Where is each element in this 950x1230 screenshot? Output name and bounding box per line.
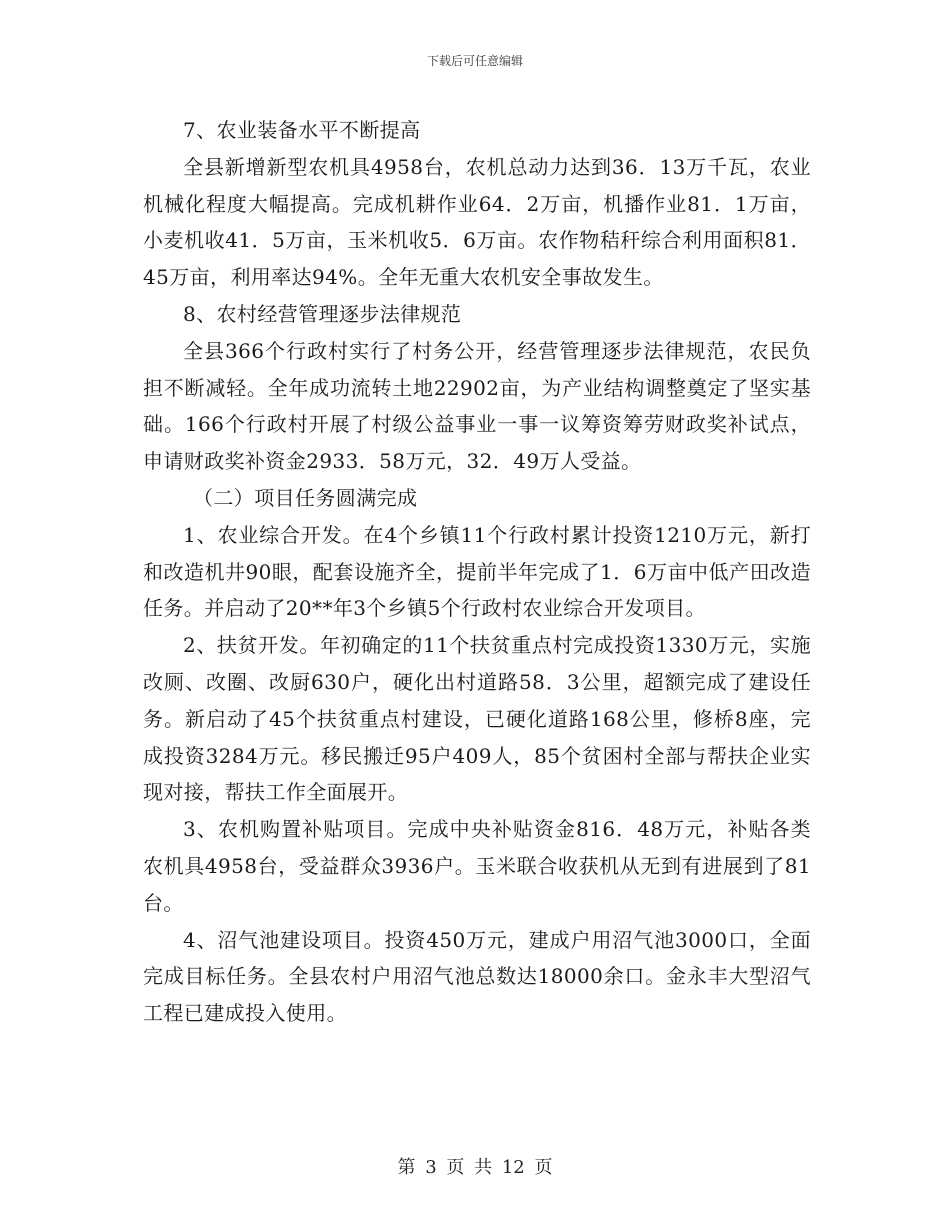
section-heading-agri-equipment: 7、农业装备水平不断提高 [183, 118, 421, 142]
paragraph-biogas: 4、沼气池建设项目。投资450万元，建成户用沼气池3000口，全面完成目标任务。全县农村户用沼气池总数达18000余口。金永丰大型沼气工程已建成投入使用。 [143, 927, 811, 1026]
paragraph-agri-machinery: 全县新增新型农机具4958台，农机总动力达到36．13万千瓦，农业机械化程度大幅提高。完成机耕作业64．2万亩，机播作业81．1万亩，小麦机收41．5万亩，玉米机收5．6万亩。农作物秸秆综合利用面积81．45万亩，利用率达94%。全年无重大农机安全事故发生。 [143, 154, 811, 290]
paragraph-village-affairs: 全县366个行政村实行了村务公开，经营管理逐步法律规范，农民负担不断减轻。全年成功流转土地22902亩，为产业结构调整奠定了坚实基础。166个行政村开展了村级公益事业一事一议筹资筹劳财政奖补试点，申请财政奖补资金2933．58万元，32．49万人受益。 [143, 338, 811, 474]
page-number: 第 3 页 共 12 页 [397, 1157, 553, 1178]
paragraph-agri-development: 1、农业综合开发。在4个乡镇11个行政村累计投资1210万元，新打和改造机井90眼，配套设施齐全，提前半年完成了1．6万亩中低产田改造任务。并启动了20**年3个乡镇5个行政村农业综合开发项目。 [143, 522, 811, 621]
paragraph-poverty-relief: 2、扶贫开发。年初确定的11个扶贫重点村完成投资1330万元，实施改厕、改圈、改厨630户，硬化出村道路58．3公里，超额完成了建设任务。新启动了45个扶贫重点村建设，已硬化道路168公里，修桥8座，完成投资3284万元。移民搬迁95户409人，85个贫困村全部与帮扶企业实现对接，帮扶工作全面展开。 [143, 633, 811, 805]
section-heading-projects: （二）项目任务圆满完成 [193, 485, 418, 510]
section-heading-rural-management: 8、农村经营管理逐步法律规范 [183, 301, 462, 326]
paragraph-machinery-subsidy: 3、农机购置补贴项目。完成中央补贴资金816．48万元，补贴各类农机具4958台，受益群众3936户。玉米联合收获机从无到有进展到了81台。 [143, 817, 811, 915]
document-body [143, 112, 811, 1032]
page-header-note: 下载后可任意编辑 [426, 54, 523, 68]
